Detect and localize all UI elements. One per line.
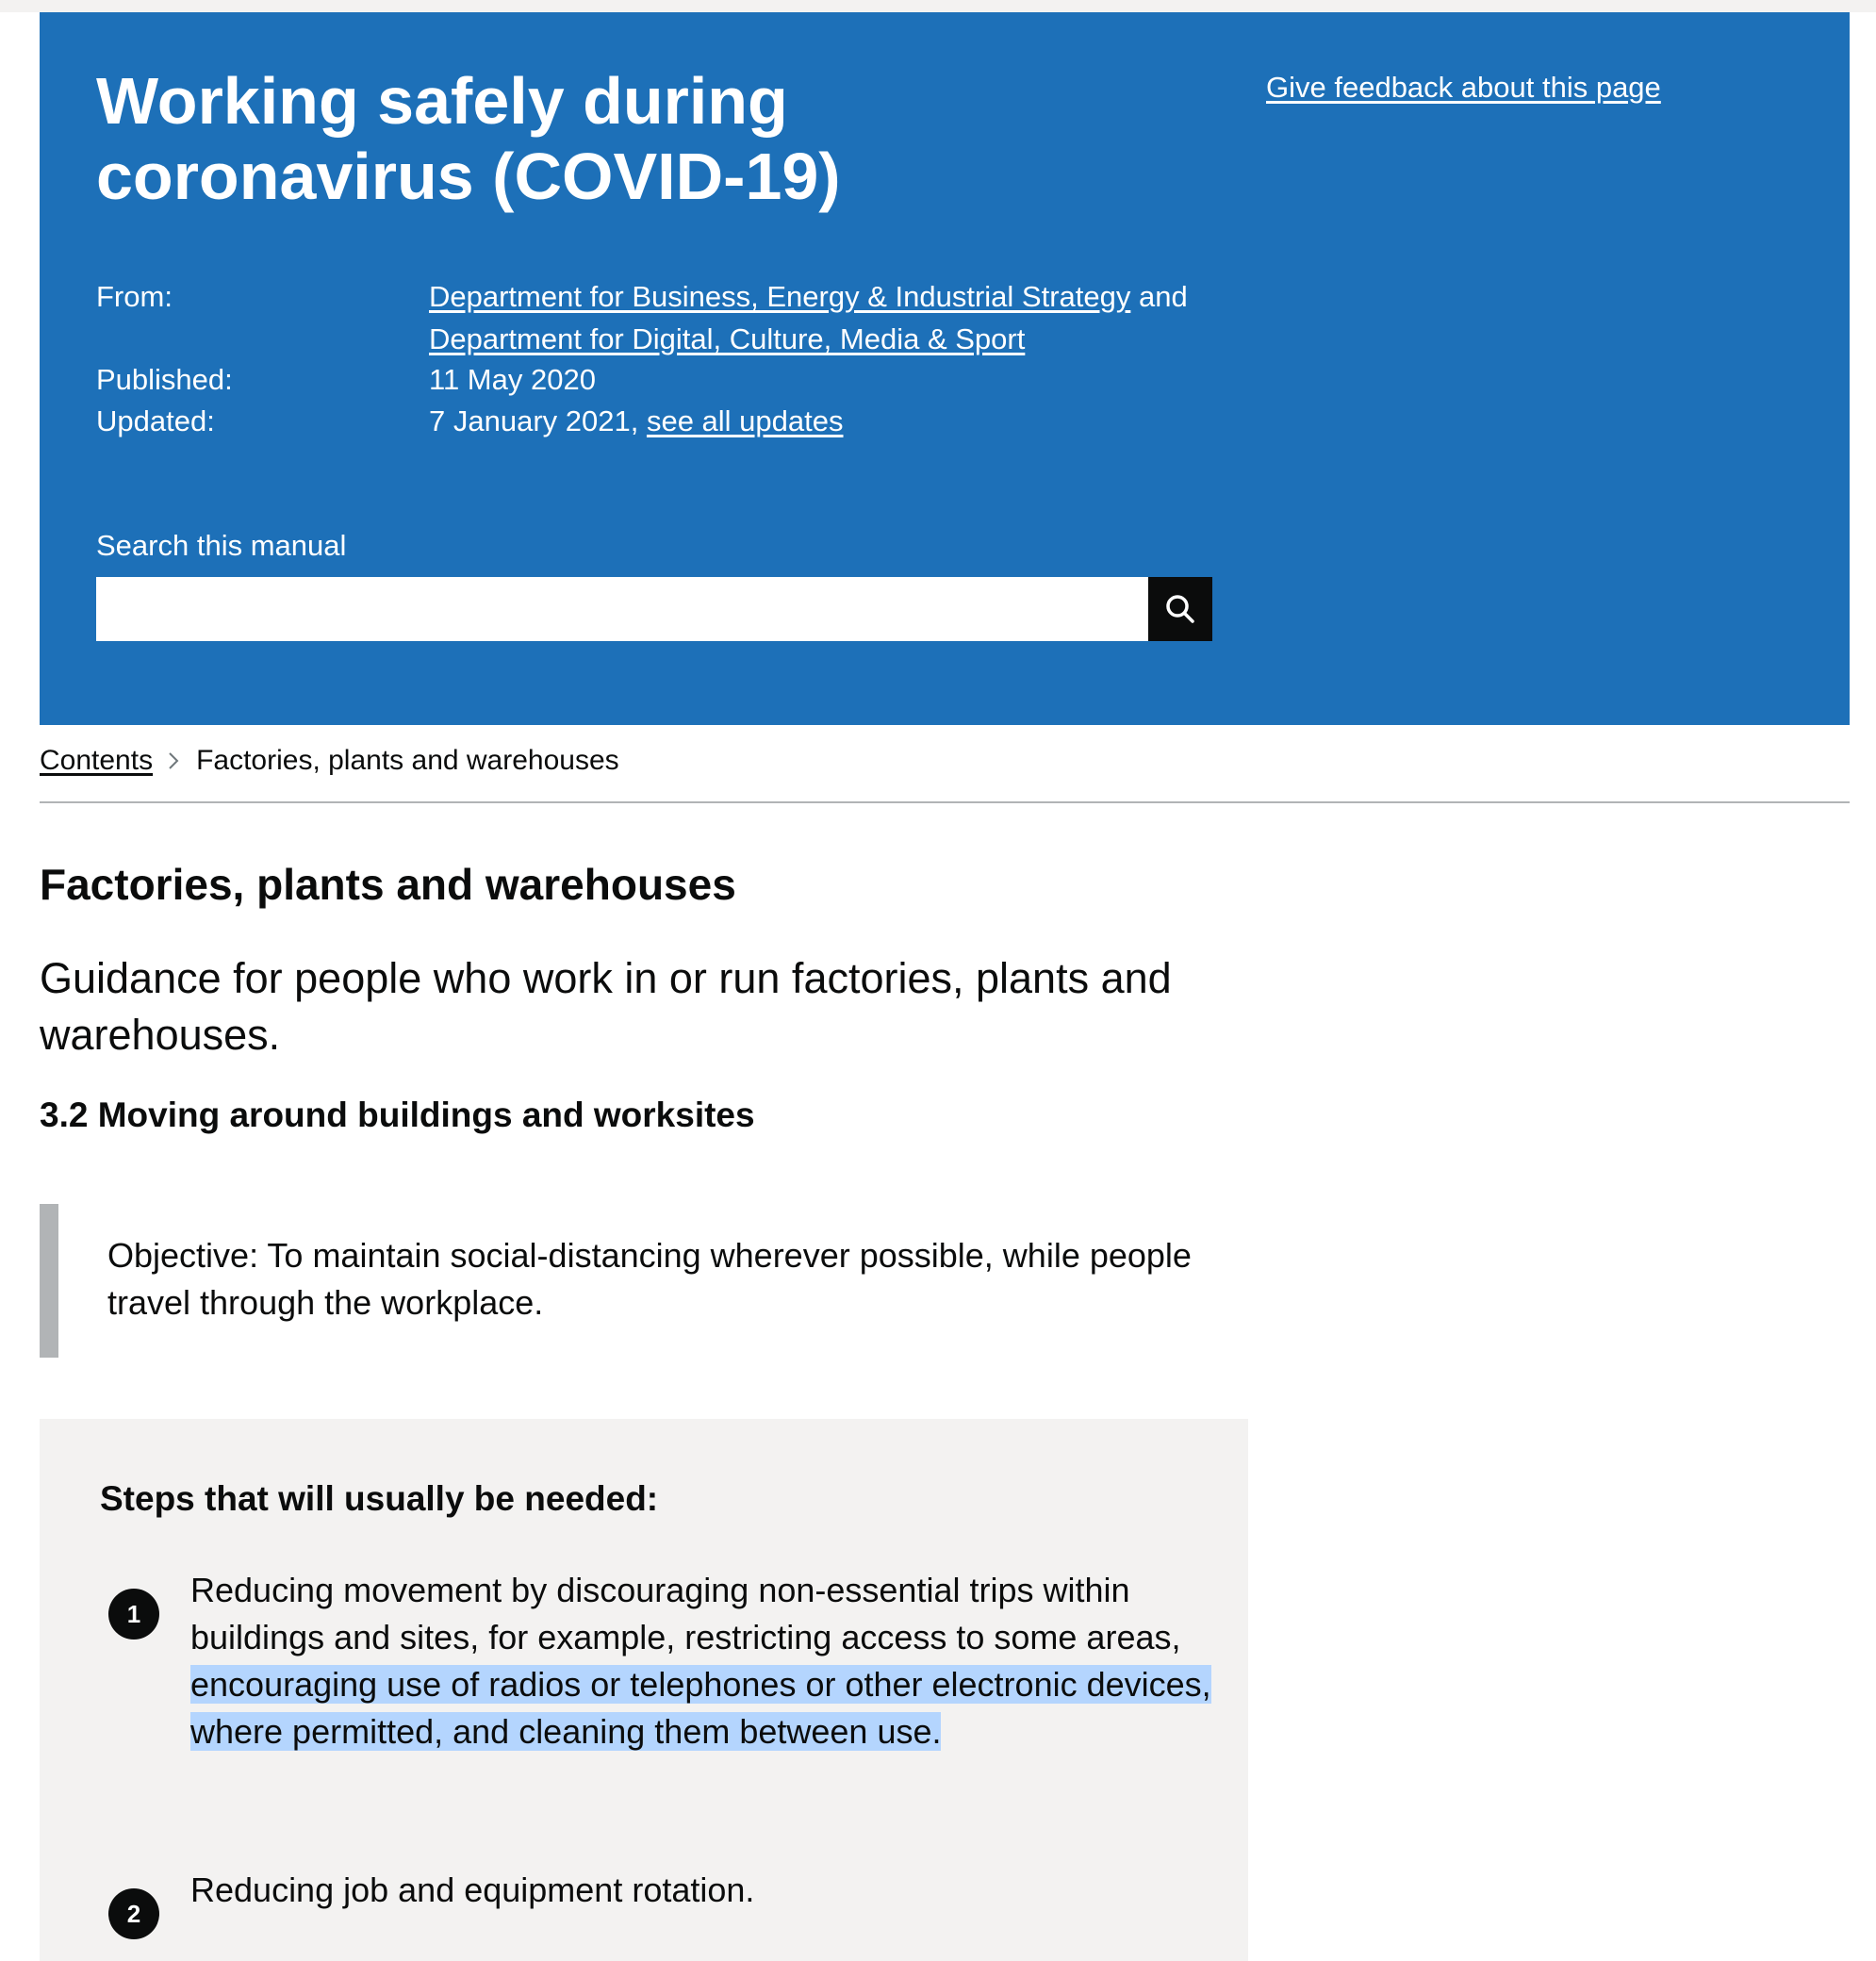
- step-text-plain: Reducing movement by discouraging non-essential trips within buildings and sites, for example, restricting access to some areas,: [190, 1571, 1181, 1656]
- objective-text: Objective: To maintain social-distancing wherever possible, while people travel through the workplace.: [107, 1236, 1192, 1322]
- from-value: [429, 276, 1188, 318]
- step-number-badge: 2: [108, 1888, 159, 1939]
- search-icon: [1164, 593, 1196, 625]
- chevron-right-icon: [168, 751, 179, 770]
- search-button[interactable]: [1148, 577, 1212, 641]
- search-input[interactable]: [96, 577, 1148, 641]
- published-value: 11 May 2020: [429, 363, 596, 396]
- divider: [40, 801, 1850, 803]
- from-and-text: and: [1138, 280, 1188, 313]
- objective-callout: [40, 1204, 1246, 1358]
- step-text: [190, 1567, 1218, 1755]
- from-value-line-2: [429, 319, 1025, 360]
- org-link-beis[interactable]: Department for Business, Energy & Industrial Strategy: [429, 280, 1131, 313]
- top-strip: [0, 0, 1876, 12]
- see-all-updates-link[interactable]: see all updates: [646, 404, 844, 437]
- updated-label: Updated:: [96, 404, 215, 437]
- step-number-badge: 1: [108, 1589, 159, 1640]
- steps-heading: Steps that will usually be needed:: [100, 1479, 659, 1518]
- lede-text: Guidance for people who work in or run factories, plants and warehouses.: [40, 954, 1172, 1059]
- breadcrumb: [40, 742, 619, 780]
- selected-text: encouraging use of radios or telephones or other electronic devices, where permitted, and cleaning them between use.: [190, 1665, 1211, 1751]
- published-label: Published:: [96, 363, 233, 396]
- page-header: [40, 12, 1850, 725]
- subsection-title: 3.2 Moving around buildings and worksites: [40, 1096, 755, 1134]
- search-label: Search this manual: [96, 529, 347, 562]
- org-link-dcms[interactable]: Department for Digital, Culture, Media & Sport: [429, 322, 1026, 355]
- updated-value: [429, 401, 844, 442]
- feedback-link[interactable]: Give feedback about this page: [1266, 71, 1661, 104]
- section-title: Factories, plants and warehouses: [40, 860, 736, 909]
- step-text: Reducing job and equipment rotation.: [190, 1870, 755, 1909]
- updated-date: 7 January 2021,: [429, 404, 639, 437]
- page-title: Working safely during coronavirus (COVID-19): [96, 64, 841, 213]
- breadcrumb-current: Factories, plants and warehouses: [196, 745, 619, 776]
- breadcrumb-contents-link[interactable]: Contents: [40, 745, 154, 776]
- steps-panel: [40, 1419, 1248, 1961]
- from-label: From:: [96, 280, 173, 313]
